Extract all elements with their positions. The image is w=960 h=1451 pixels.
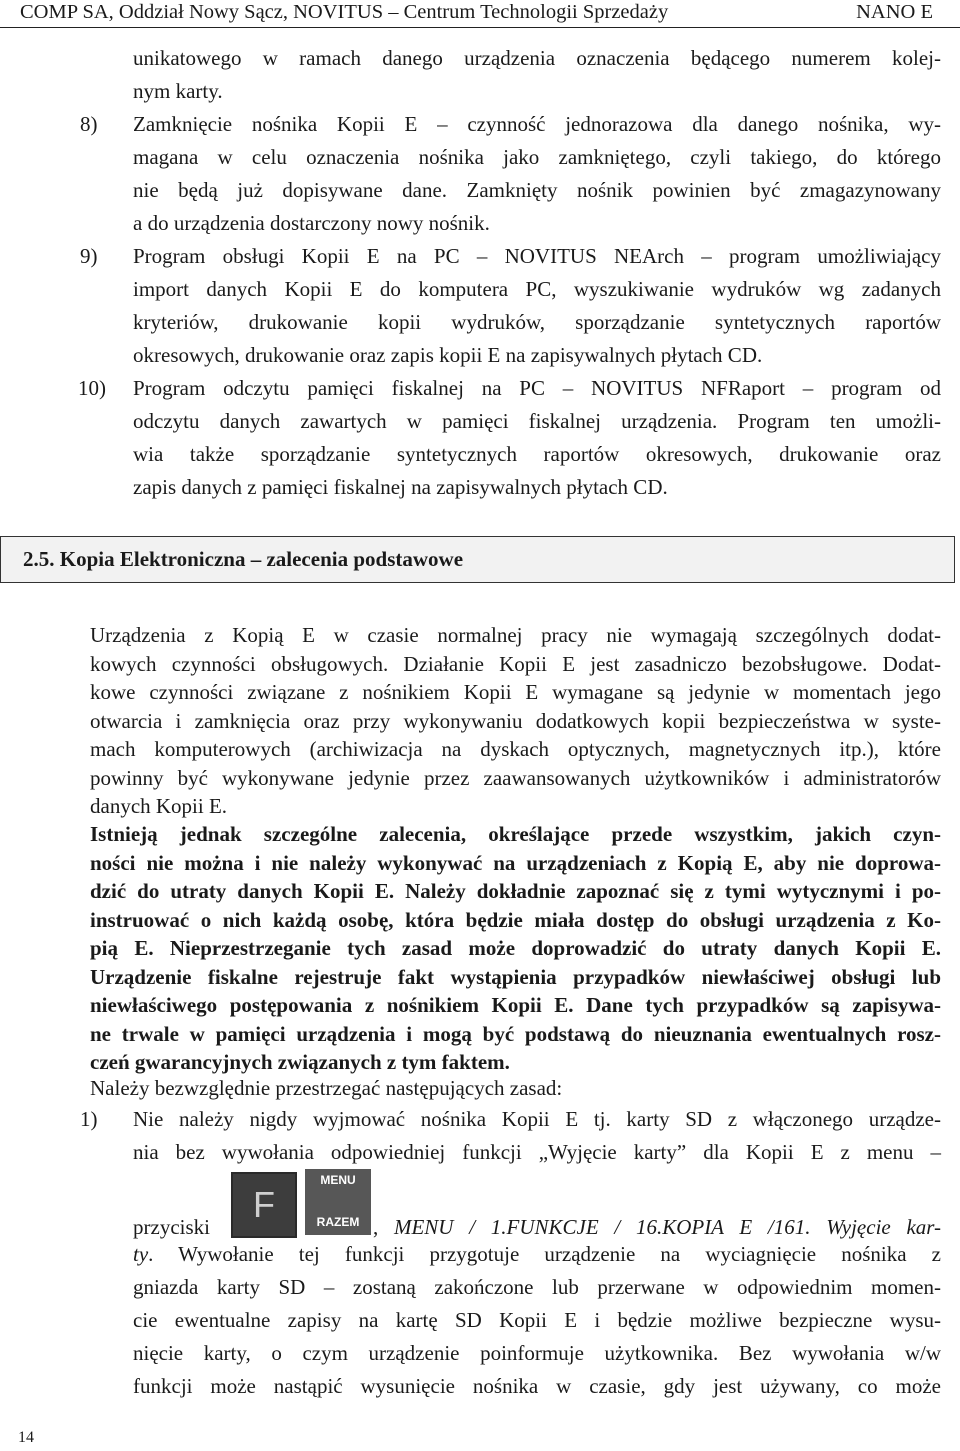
text-line: nym karty. bbox=[133, 79, 223, 103]
text-line: mach komputerowych (archiwizacja na dyskach optycznych, magnetycznych itp.), które bbox=[90, 737, 941, 761]
section-heading-box bbox=[0, 536, 955, 583]
text-line: pią E. Nieprzestrzeganie tych zasad może doprowadzić do utraty danych Kopii E. bbox=[90, 936, 941, 960]
text-line: kowe czynności związane z nośnikiem Kopii E wymagane są jedynie w momentach jego bbox=[90, 680, 941, 704]
text-line: nięcie karty, o czym urządzenie poinformuje użytkownika. Bez wywołania w/w bbox=[133, 1341, 941, 1365]
text-line: okresowych, drukowanie oraz zapis kopii E na zapisywalnych płytach CD. bbox=[133, 343, 763, 367]
rules-intro: Należy bezwzględnie przestrzegać następujących zasad: bbox=[90, 1076, 563, 1100]
paragraph-intro bbox=[0, 621, 960, 821]
text-line: kryteriów, drukowanie kopii wydruków, sporządzanie syntetycznych raportów bbox=[133, 310, 941, 334]
text-line: nia bez wywołania odpowiedniej funkcji „Wyjęcie karty” dla Kopii E z menu – bbox=[133, 1140, 941, 1164]
text-fragment: . Wywołanie tej funkcji przygotuje urządzenie na wyciagnięcie nośnika z bbox=[148, 1242, 941, 1266]
menu-key-label: MENU bbox=[320, 1173, 356, 1187]
text-line: instruować o nich każdą osobę, która będzie miała dostęp do obsługi urządzenia z Ko- bbox=[90, 907, 941, 932]
text-line: niewłaściwego postępowania z nośnikiem Kopii E. Dane tych przypadków są zapisywa- bbox=[90, 993, 941, 1017]
text-line: dzić do utraty danych Kopii E. Należy dokładnie zapoznać się z tymi wytycznymi i po- bbox=[90, 879, 941, 903]
comma: , bbox=[373, 1215, 379, 1239]
text-line: gniazda karty SD – zostaną zakończone lub przerwane w odpowiednim momen- bbox=[133, 1275, 941, 1299]
list-item-8 bbox=[0, 108, 941, 240]
text-line: danych Kopii E. bbox=[90, 794, 228, 818]
text-line: funkcji może nastąpić wysunięcie nośnika w czasie, gdy jest używany, co może bbox=[133, 1374, 941, 1398]
rules-list bbox=[0, 1103, 960, 1403]
header-product: NANO E bbox=[856, 1, 933, 23]
keys-prefix: przyciski bbox=[133, 1215, 210, 1239]
text-line: wia także sporządzanie syntetycznych raportów okresowych, drukowanie oraz bbox=[133, 442, 941, 466]
rule-item-1 bbox=[0, 1103, 941, 1403]
text-line: cie ewentualne zapisy na kartę SD Kopii E i będzie możliwe bezpieczne wysu- bbox=[133, 1308, 941, 1332]
text-line: nie będą już dopisywane dane. Zamknięty nośnik powinien być zmagazynowany bbox=[133, 178, 941, 202]
text-line: czeń gwarancyjnych związanych z tym faktem. bbox=[90, 1050, 510, 1074]
text-line: zapis danych z pamięci fiskalnej na zapisywalnych płytach CD. bbox=[133, 475, 668, 499]
page-header bbox=[0, 0, 960, 28]
menu-razem-key-icon bbox=[305, 1169, 371, 1235]
text-line: Zamknięcie nośnika Kopii E – czynność jednorazowa dla danego nośnika, wy- bbox=[133, 112, 941, 136]
italic-fragment: ty bbox=[133, 1242, 149, 1266]
list-item-10 bbox=[0, 372, 941, 504]
text-line: powinny być wykonywane jedynie przez zaawansowanych użytkowników i administratorów bbox=[90, 765, 941, 790]
keys-menu-path bbox=[373, 1215, 941, 1240]
f-key-icon bbox=[231, 1172, 297, 1238]
text-line: kowych czynności obsługowych. Działanie Kopii E jest zasadniczo bezobsługowe. Dodat- bbox=[90, 651, 941, 676]
list-number: 9) bbox=[80, 244, 98, 268]
list-number: 1) bbox=[80, 1107, 98, 1131]
f-key-label: F bbox=[253, 1184, 275, 1225]
keys-line bbox=[133, 1169, 941, 1249]
text-line: odczytu danych zawartych w pamięci fiskalnej urządzenia. Program ten umożli- bbox=[133, 409, 941, 433]
page-number: 14 bbox=[18, 1429, 34, 1446]
paragraph-warning bbox=[0, 820, 960, 1077]
text-line: magana w celu oznaczenia nośnika jako zamkniętego, czyli takiego, do którego bbox=[133, 145, 941, 169]
text-line: unikatowego w ramach danego urządzenia oznaczenia będącego numerem kolej- bbox=[133, 46, 941, 70]
section-title: 2.5. Kopia Elektroniczna – zalecenia podstawowe bbox=[23, 547, 464, 571]
menu-path-italic: MENU / 1.FUNKCJE / 16.KOPIA E /161. Wyjęcie kar- bbox=[393, 1215, 942, 1239]
header-company: COMP SA, Oddział Nowy Sącz, NOVITUS – Centrum Technologii Sprzedaży bbox=[20, 1, 669, 23]
list-item-9 bbox=[0, 240, 941, 372]
text-line: Nie należy nigdy wyjmować nośnika Kopii E tj. karty SD z włączonego urządze- bbox=[133, 1107, 941, 1131]
definition-list bbox=[0, 42, 960, 504]
list-item-continuation bbox=[0, 42, 941, 108]
text-line: Urządzenia z Kopią E w czasie normalnej pracy nie wymagają szczególnych dodat- bbox=[90, 623, 941, 647]
text-line: Urządzenie fiskalne rejestruje fakt wystąpienia przypadków niewłaściwej obsługi lub bbox=[90, 964, 941, 989]
text-line: Program obsługi Kopii E na PC – NOVITUS NEArch – program umożliwiający bbox=[133, 244, 941, 268]
text-line: a do urządzenia dostarczony nowy nośnik. bbox=[133, 211, 490, 235]
text-line: Program odczytu pamięci fiskalnej na PC – NOVITUS NFRaport – program od bbox=[133, 376, 941, 400]
razem-key-label: RAZEM bbox=[316, 1215, 360, 1229]
text-line: ne trwale w pamięci urządzenia i mogą być podstawą do nieuznania ewentualnych rosz- bbox=[90, 1021, 941, 1046]
list-number: 10) bbox=[78, 376, 106, 400]
text-line: ności nie można i nie należy wykonywać na urządzeniach z Kopią E, aby nie doprowa- bbox=[90, 850, 941, 875]
text-line: Istnieją jednak szczególne zalecenia, określające przede wszystkim, jakich czyn- bbox=[90, 822, 941, 846]
list-number: 8) bbox=[80, 112, 98, 136]
text-line: import danych Kopii E do komputera PC, wyszukiwanie wydruków wg zadanych bbox=[133, 277, 941, 301]
text-line: otwarcia i zamknięcia oraz przy wykonywaniu dodatkowych kopii bezpieczeństwa w syste- bbox=[90, 708, 941, 733]
